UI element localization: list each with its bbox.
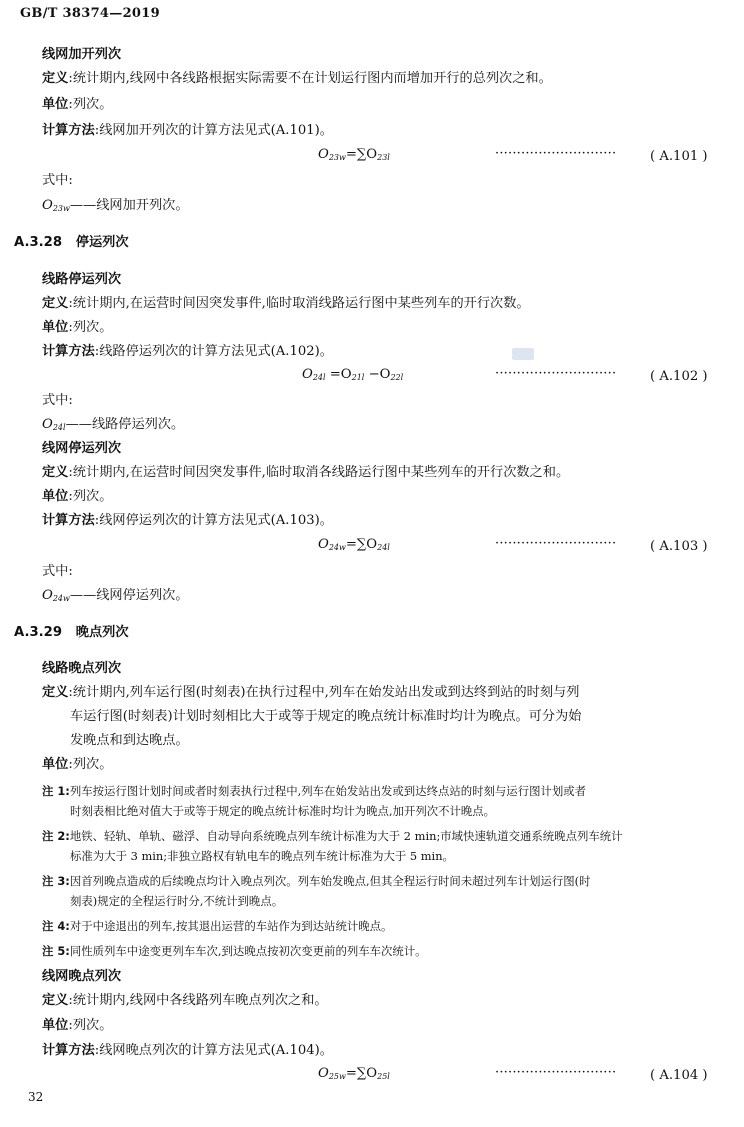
equation-number: ( A.102 ) xyxy=(650,369,708,384)
calc-method-text: :线网加开列次的计算方法见式(A.101)。 xyxy=(94,123,333,138)
equation-number: ( A.101 ) xyxy=(650,149,708,164)
variable-definition: $O_{24w}——$线网停运列次。 xyxy=(42,588,189,603)
note-4: 注 4:对于中途退出的列车,按其退出运营的车站作为到达站统计晚点。 xyxy=(42,919,393,933)
where-label: 式中: xyxy=(42,564,73,579)
note-2: 注 2:地铁、轻轨、单轨、磁浮、自动导向系统晚点列车统计标准为大于 2 min;市域快速轨道交通系统晚点列车统计 xyxy=(42,829,623,843)
definition-line: 定义:统计期内,列车运行图(时刻表)在执行过程中,列车在始发站出发或到达终到站的时刻与列 xyxy=(42,685,580,700)
section-heading-a328: A.3.28 停运列次 xyxy=(14,235,129,250)
page-number: 32 xyxy=(28,1090,44,1104)
note-3: 注 3:因首列晚点造成的后续晚点均计入晚点列次。列车始发晚点,但其全程运行时间未超过列车计划运行图(时 xyxy=(42,874,591,888)
variable-definition: $O_{24l}——$线路停运列次。 xyxy=(42,417,185,432)
definition-continuation: 发晚点和到达晚点。 xyxy=(70,733,189,748)
watermark-logo xyxy=(512,348,534,360)
unit-line: 单位:列次。 xyxy=(42,320,113,335)
term-title: 线路晚点列次 xyxy=(42,661,122,676)
note-2-continuation: 标准为大于 3 min;非独立路权有轨电车的晚点列车统计标准为大于 5 min。 xyxy=(70,849,454,863)
equation-leader-dots: ···························· xyxy=(495,146,617,161)
definition-line: 定义:统计期内,线网中各线路列车晚点列次之和。 xyxy=(42,993,328,1008)
term-title: 线路停运列次 xyxy=(42,272,122,287)
term-title: 线网停运列次 xyxy=(42,441,122,456)
section-heading-a329: A.3.29 晚点列次 xyxy=(14,625,129,640)
unit-line: 单位:列次。 xyxy=(42,757,113,772)
variable-definition: $O_{23w}——$线网加开列次。 xyxy=(42,198,189,213)
equation-leader-dots: ···························· xyxy=(495,1065,617,1080)
note-1: 注 1:列车按运行图计划时间或者时刻表执行过程中,列车在始发站出发或到达终点站的时刻与运行图计划或者 xyxy=(42,784,587,798)
equation-number: ( A.103 ) xyxy=(650,539,708,554)
where-label: 式中: xyxy=(42,173,73,188)
equation-a102: $O_{24l} =O_{21l} -O_{22l}$ xyxy=(302,367,404,382)
unit-line xyxy=(42,96,112,114)
equation-number: ( A.104 ) xyxy=(650,1068,708,1083)
definition-line xyxy=(42,70,552,88)
calc-method-line: 计算方法:线网晚点列次的计算方法见式(A.104)。 xyxy=(42,1043,333,1058)
equation-leader-dots: ···························· xyxy=(495,536,617,551)
standard-code-header: GB/T 38374—2019 xyxy=(20,6,160,21)
term-title: 线网晚点列次 xyxy=(42,969,122,984)
note-3-continuation: 刻表)规定的全程运行时分,不统计到晚点。 xyxy=(70,894,284,908)
definition-text: :统计期内,线网中各线路根据实际需要不在计划运行图内而增加开行的总列次之和。 xyxy=(68,71,552,86)
definition-line: 定义:统计期内,在运营时间因突发事件,临时取消线路运行图中某些列车的开行次数。 xyxy=(42,296,530,311)
note-5: 注 5:同性质列车中途变更列车车次,到达晚点按初次变更前的列车车次统计。 xyxy=(42,944,427,958)
where-label: 式中: xyxy=(42,393,73,408)
equation-a104: $O_{25w}=\sum O_{25l}$ xyxy=(318,1066,390,1081)
definition-line: 定义:统计期内,在运营时间因突发事件,临时取消各线路运行图中某些列车的开行次数之和。 xyxy=(42,465,570,480)
calc-method-line: 计算方法:线网停运列次的计算方法见式(A.103)。 xyxy=(42,513,333,528)
unit-label: 单位 xyxy=(42,97,69,112)
unit-text: :列次。 xyxy=(68,97,113,112)
calc-method-line: 计算方法:线路停运列次的计算方法见式(A.102)。 xyxy=(42,344,333,359)
definition-continuation: 车运行图(时刻表)计划时刻相比大于或等于规定的晚点统计标准时均计为晚点。可分为始 xyxy=(70,709,582,724)
calc-method-label: 计算方法 xyxy=(42,123,95,138)
unit-line: 单位:列次。 xyxy=(42,489,113,504)
calc-method-line xyxy=(42,122,333,140)
unit-line: 单位:列次。 xyxy=(42,1018,113,1033)
equation-leader-dots: ···························· xyxy=(495,366,617,381)
equation-a103: $O_{24w}=\sum O_{24l}$ xyxy=(318,537,390,552)
note-1-continuation: 时刻表相比绝对值大于或等于规定的晚点统计标准时均计为晚点,加开列次不计晚点。 xyxy=(70,804,496,818)
term-title: 线网加开列次 xyxy=(42,47,122,62)
definition-label: 定义 xyxy=(42,71,69,86)
equation-a101: $O_{23w}=\sum O_{23l}$ xyxy=(318,147,390,162)
